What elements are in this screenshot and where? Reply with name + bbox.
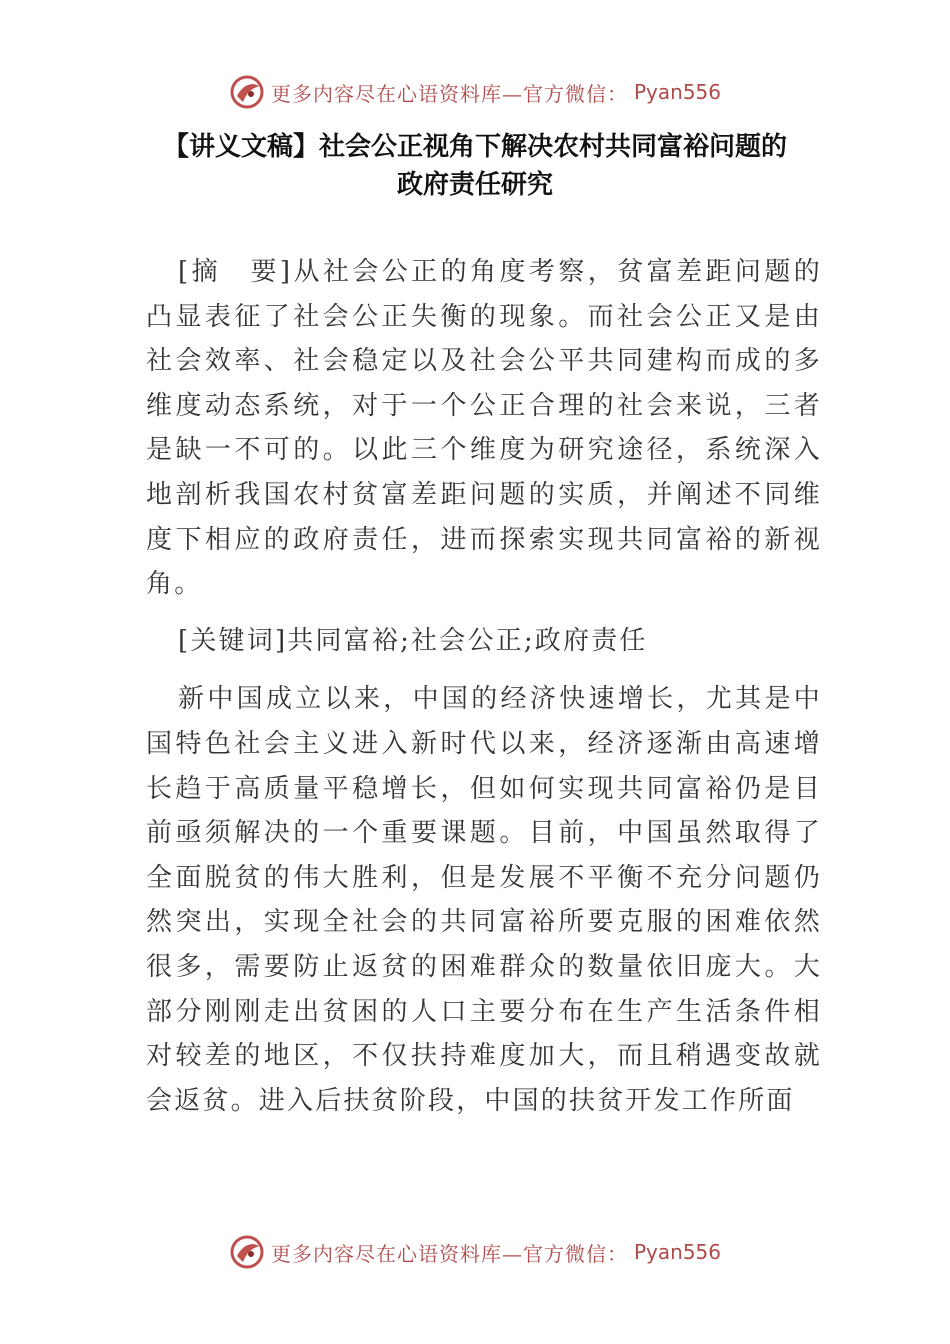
banner-wechat-id: Pyan556 xyxy=(633,80,721,104)
keywords-paragraph: [关键词]共同富裕;社会公正;政府责任 xyxy=(178,625,648,656)
document-body xyxy=(146,250,822,1135)
title-line-1: 【讲义文稿】社会公正视角下解决农村共同富裕问题的 xyxy=(162,132,787,162)
document-title xyxy=(100,128,850,204)
title-line-2: 政府责任研究 xyxy=(396,170,553,200)
header-banner xyxy=(0,72,950,112)
abstract-paragraph: [摘 要]从社会公正的角度考察，贫富差距问题的凸显表征了社会公正失衡的现象。而社会公正又是由社会效率、社会稳定以及社会公平共同建构而成的多维度动态系统，对于一个公正合理的社会来说，三者是缺一不可的。以此三个维度为研究途径，系统深入地剖析我国农村贫富差距问题的实质，并阐述不同维度下相应的政府责任，进而探索实现共同富裕的新视角。 xyxy=(146,257,822,600)
banner-wechat-id: Pyan556 xyxy=(633,1240,721,1264)
logo-icon xyxy=(229,1234,265,1270)
logo-icon xyxy=(229,74,265,110)
banner-text: 更多内容尽在心语资料库—官方微信： xyxy=(270,81,628,106)
footer-banner xyxy=(0,1232,950,1272)
body-paragraph-1: 新中国成立以来，中国的经济快速增长，尤其是中国特色社会主义进入新时代以来，经济逐渐由高速增长趋于高质量平稳增长，但如何实现共同富裕仍是目前亟须解决的一个重要课题。目前，中国虽然取得了全面脱贫的伟大胜利，但是发展不平衡不充分问题仍然突出，实现全社会的共同富裕所要克服的困难依然很多，需要防止返贫的困难群众的数量依旧庞大。大部分刚刚走出贫困的人口主要分布在生产生活条件相对较差的地区，不仅扶持难度加大，而且稍遇变故就会返贫。进入后扶贫阶段，中国的扶贫开发工作所面 xyxy=(146,684,822,1116)
banner-text: 更多内容尽在心语资料库—官方微信： xyxy=(270,1241,628,1266)
